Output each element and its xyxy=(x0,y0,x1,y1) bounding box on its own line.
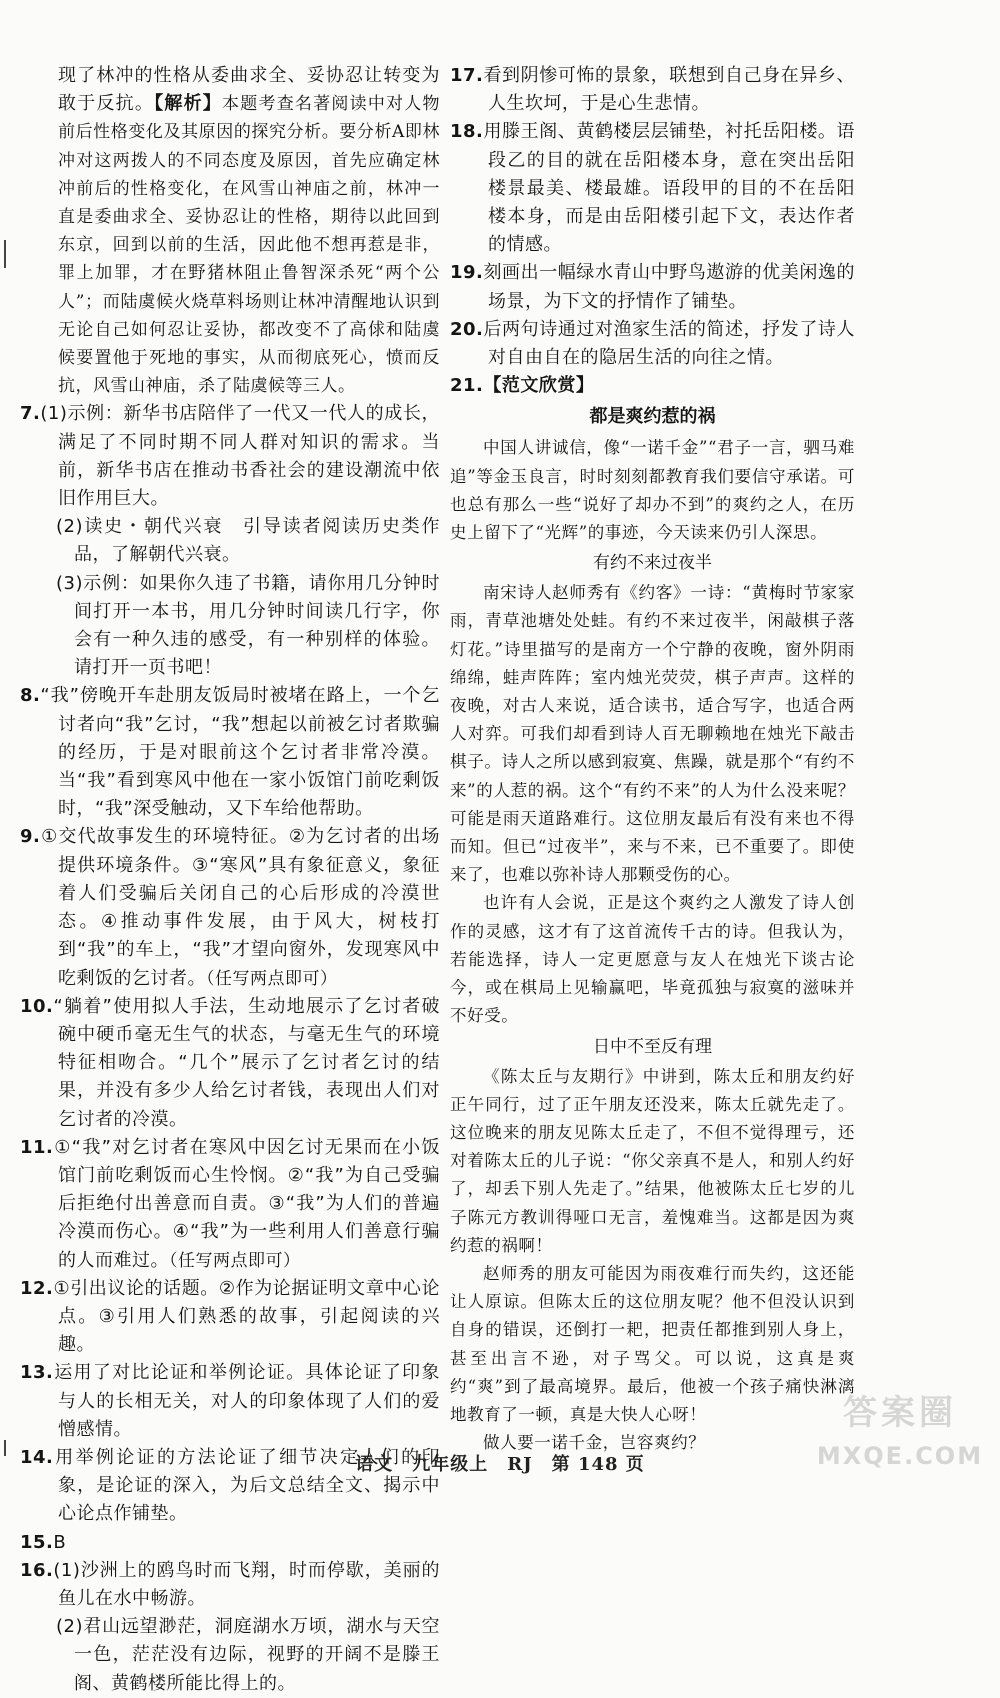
answer-text: 运用了对比论证和举例论证。具体论证了印象与人的长相无关，对人的印象体现了人们的爱憎感情。 xyxy=(53,1362,440,1440)
answer-7 xyxy=(20,400,440,513)
question-number: 19. xyxy=(450,262,484,284)
answer-text: (1)沙洲上的鸥鸟时而飞翔，时而停歇，美丽的鱼儿在水中畅游。 xyxy=(53,1559,440,1609)
question-number: 7. xyxy=(20,403,41,425)
answer-text: (2)读史・朝代兴衰 引导读者阅读历史类作品，了解朝代兴衰。 xyxy=(56,516,440,566)
answer-text: 后两句诗通过对渔家生活的简述，抒发了诗人对自由自在的隐居生活的向往之情。 xyxy=(483,318,855,369)
analysis-text: 本题考查名著阅读中对人物前后性格变化及其原因的探究分析。要分析A即林冲对这两拨人的不同态度及原因，首先应确定林冲前后的性格变化，在风雪山神庙之前，林冲一直是委曲求全、妥协忍让的性格，期待以此回到东京，回到以前的生活，因此他不想再惹是非，罪上加罪，才在野猪林阻止鲁智深杀死“两个公人”；而陆虞候火烧草料场则让林冲清醒地认识到无论自己如何忍让妥协，都改变不了高俅和陆虞候要置他于死地的事实，从而彻底死心，愤而反抗，风雪山神庙，杀了陆虞候等三人。 xyxy=(58,94,441,397)
answer-text: ①“我”对乞讨者在寒风中因乞讨无果而在小饭馆门前吃剩饭而心生怜悯。②“我”为自己受骗后拒绝付出善意而自责。③“我”为人们的普遍冷漠而伤心。④“我”为一些利用人们善意行骗的人而难过。 xyxy=(53,1136,440,1271)
question-number: 13. xyxy=(20,1362,54,1384)
answer-8 xyxy=(20,682,440,823)
question-number: 11. xyxy=(20,1136,54,1158)
essay-paragraph: 《陈太丘与友期行》中讲到，陈太丘和朋友约好正午同行，过了正午朋友还没来，陈太丘就先走了。这位晚来的朋友见陈太丘走了，不但不觉得理亏，还对着陈太丘的儿子说：“你父亲真不是人，和别人约好了，却丢下别人先走了。”结果，他被陈太丘七岁的儿子陈元方教训得哑口无言，羞愧难当。这都是因为爽约惹的祸啊！ xyxy=(450,1066,855,1255)
question-number: 21. xyxy=(450,375,484,397)
question-number: 12. xyxy=(20,1277,54,1299)
answer-text: B xyxy=(53,1531,67,1553)
answer-21 xyxy=(450,372,855,400)
question-number: 18. xyxy=(450,121,484,143)
right-column xyxy=(450,62,855,1457)
watermark-text: 答案圈 xyxy=(843,1393,957,1433)
essay-paragraph: 中国人讲诚信，像“一诺千金”“君子一言，驷马难追”等金玉良言，时时刻刻都教育我们要信守承诺。可也总有那么一些“说好了却办不到”的爽约之人，在历史上留下了“光辉”的事迹，今天读来仍引人深思。 xyxy=(450,438,855,543)
answer-19 xyxy=(450,259,855,315)
answer-15 xyxy=(20,1529,440,1557)
watermark-url: MXQE.COM xyxy=(816,1442,984,1470)
margin-mark xyxy=(4,240,6,268)
answer-text: 看到阴惨可怖的景象，联想到自己身在异乡、人生坎坷，于是心生悲情。 xyxy=(483,65,855,115)
answer-20 xyxy=(450,316,855,372)
answer-9 xyxy=(20,823,440,992)
answer-note: （任写两点即可） xyxy=(206,968,338,989)
question-number: 17. xyxy=(450,65,484,86)
answer-text: (2)君山远望渺茫，洞庭湖水万顷，湖水与天空一色，茫茫没有边际，视野的开阔不是滕王阁、黄鹤楼所能比得上的。 xyxy=(56,1616,440,1694)
answer-18 xyxy=(450,118,855,259)
essay-paragraph: 南宋诗人赵师秀有《约客》一诗：“黄梅时节家家雨，青草池塘处处蛙。有约不来过夜半，闲敲棋子落灯花。”诗里描写的是南方一个宁静的夜晚，窗外阴雨绵绵，蛙声阵阵；室内烛光荧荧，棋子声声。这样的夜晚，对古人来说，适合读书，适合写字，也适合两人对弈。可我们却看到诗人百无聊赖地在烛光下敲击棋子。诗人之所以感到寂寞、焦躁，就是那个“有约不来”的人惹的祸。这个“有约不来”的人为什么没来呢？可能是雨天道路难行。这位朋友最后有没有来也不得而知。但已“过夜半”，来与不来，已不重要了。即使来了，也难以弥补诗人那颗受伤的心。 xyxy=(450,583,855,885)
answer-10 xyxy=(20,993,440,1134)
answer-text: 用滕王阁、黄鹤楼层层铺垫，衬托岳阳楼。语段乙的目的就在岳阳楼本身，意在突出岳阳楼景最美、楼最雄。语段甲的目的不在岳阳楼本身，而是由岳阳楼引起下文，表达作者的情感。 xyxy=(483,121,855,256)
essay-paragraph: 做人要一诺千金，岂容爽约？ xyxy=(483,1433,706,1453)
answer-16 xyxy=(20,1557,440,1613)
answer-text: (3)示例：如果你久违了书籍，请你用几分钟时间打开一本书，用几分钟时间读几行字，你会有一种久违的感受，有一种别样的体验。请打开一页书吧！ xyxy=(56,572,440,679)
answer-text: (1)示例：新华书店陪伴了一代又一代人的成长，满足了不同时期不同人群对知识的需求。当前，新华书店在推动书香社会的建设潮流中依旧作用巨大。 xyxy=(40,403,440,510)
answer-text: 用举例论证的方法论证了细节决定人们的印象，是论证的深入，为后文总结全文、揭示中心论点作铺垫。 xyxy=(53,1446,440,1525)
answer-13 xyxy=(20,1359,440,1444)
page-footer: 语文 九年级上 RJ 第 148 页 xyxy=(355,1454,645,1475)
answer-6-continued xyxy=(20,62,440,400)
answer-16-2 xyxy=(20,1613,440,1698)
question-number: 9. xyxy=(20,826,41,848)
answer-text: “躺着”使用拟人手法，生动地展示了乞讨者破碗中硬币毫无生气的状态，与毫无生气的环境特征相吻合。“几个”展示了乞讨者乞讨的结果，并没有多少人给乞讨者钱，表现出人们对乞讨者的冷漠。 xyxy=(53,995,440,1130)
answer-11 xyxy=(20,1134,440,1275)
question-number: 8. xyxy=(20,685,41,707)
answer-text: ①交代故事发生的环境特征。②为乞讨者的出场提供环境条件。③“寒风”具有象征意义，象征着人们受骗后关闭自己的心后形成的冷漠世态。④推动事件发展，由于风大，树枝打到“我”的车上，“我”才望向窗外，发现寒风中吃剩饭的乞讨者。 xyxy=(40,826,440,989)
essay-paragraph: 赵师秀的朋友可能因为雨夜难行而失约，这还能让人原谅。但陈太丘的这位朋友呢？他不但没认识到自身的错误，还倒打一耙，把责任都推到别人身上，甚至出言不逊，对子骂父。可以说，这真是爽约“爽”到了最高境界。最后，他被一个孩子痛快淋漓地教育了一顿，真是大快人心呀！ xyxy=(450,1263,855,1424)
answer-7-3 xyxy=(20,570,440,683)
answer-12 xyxy=(20,1275,440,1360)
essay-subtitle: 有约不来过夜半 xyxy=(593,553,712,574)
answer-text: “我”傍晚开车赴朋友饭局时被堵在路上，一个乞讨者向“我”乞讨，“我”想起以前被乞讨者欺骗的经历，于是对眼前这个乞讨者非常冷漠。当“我”看到寒风中他在一家小饭馆门前吃剩饭时，“我”深受触动，又下车给他帮助。 xyxy=(40,685,440,820)
question-number: 16. xyxy=(20,1559,54,1581)
sample-essay-label: 【范文欣赏】 xyxy=(483,375,595,397)
question-number: 15. xyxy=(20,1531,54,1553)
essay-title: 都是爽约惹的祸 xyxy=(589,406,716,428)
question-number: 10. xyxy=(20,995,54,1017)
watermark-logo xyxy=(810,1385,990,1485)
analysis-label: 【解析】 xyxy=(154,93,223,115)
answer-17 xyxy=(450,62,855,118)
essay-paragraph: 也许有人会说，正是这个爽约之人激发了诗人创作的灵感，这才有了这首流传千古的诗。但我认为，若能选择，诗人一定更愿意与友人在烛光下谈古论今，或在棋局上见输赢吧，毕竟孤独与寂寞的滋味并不好受。 xyxy=(450,893,855,1026)
essay-subtitle: 日中不至反有理 xyxy=(593,1036,712,1057)
answer-7-2 xyxy=(20,513,440,569)
question-number: 14. xyxy=(20,1446,54,1468)
answer-text: 刻画出一幅绿水青山中野鸟遨游的优美闲逸的场景，为下文的抒情作了铺垫。 xyxy=(483,262,855,312)
answer-text: 现了林冲的性格从委曲求全、妥协忍让转变为敢于反抗。 xyxy=(58,65,440,115)
answer-note: （任写两点即可） xyxy=(169,1250,301,1271)
answer-text: ①引出议论的话题。②作为论据证明文章中心论点。③引用人们熟悉的故事，引起阅读的兴趣。 xyxy=(53,1277,440,1356)
question-number: 20. xyxy=(450,318,484,340)
